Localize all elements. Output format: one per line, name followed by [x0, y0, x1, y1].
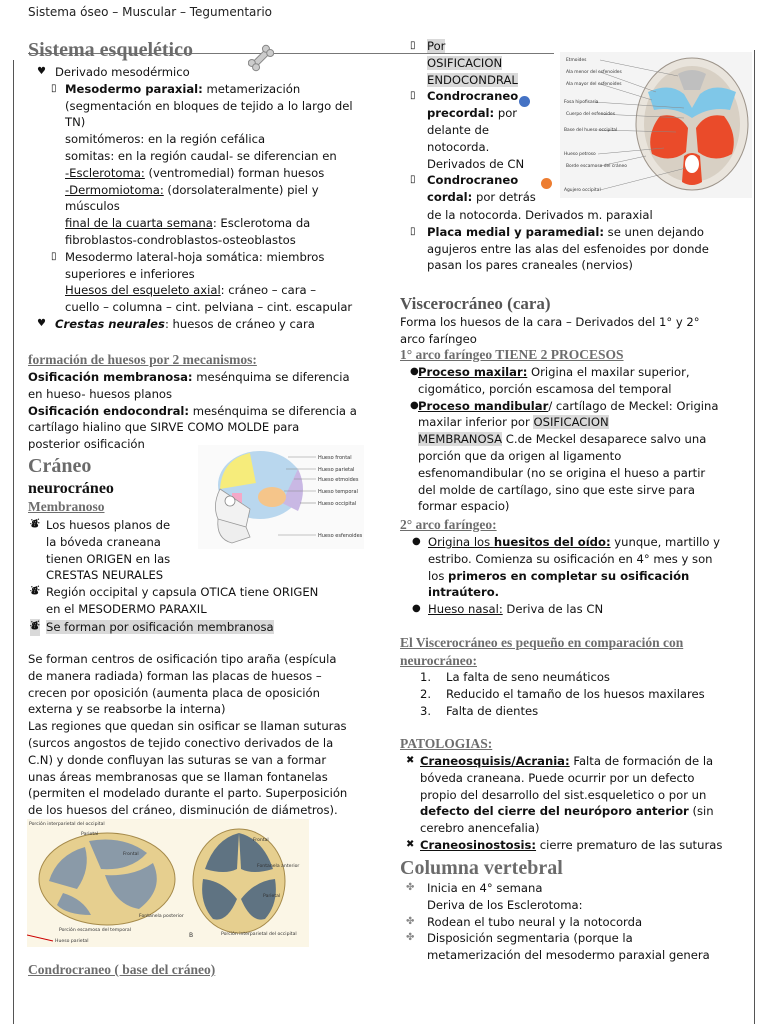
text-precordal: precordal: por	[427, 106, 518, 121]
text-line: músculos	[65, 199, 120, 214]
heading-columna-vertebral: Columna vertebral	[400, 857, 563, 879]
item-inicia: ✤ Inicia en 4° semana	[406, 881, 543, 895]
text-line: cuello – columna – cint. pelviana – cint. escapular	[65, 300, 353, 315]
item-mesodermo-paraxial: ▯ Mesodermo paraxial: metamerización	[51, 81, 301, 96]
label-fosa-hipofisaria: Fosa hipofisaria	[564, 100, 599, 105]
orange-dot-icon	[541, 178, 552, 189]
label-fontanela-anterior: Fontanela anterior	[257, 864, 300, 869]
text-line: unas áreas membranosas que se llaman fontanelas	[28, 769, 328, 784]
label-frontal-b: Frontal	[253, 838, 269, 843]
text-line: externa y se reabsorbe la interna)	[28, 702, 226, 717]
label-etmoides: Hueso etmoides	[318, 477, 359, 483]
heading-neurocraneo: neurocráneo	[28, 480, 114, 497]
label-etmoides: Etmoides	[566, 58, 587, 63]
label-ala-mayor: Ala mayor del esfenoides	[566, 82, 622, 87]
label-parietal-b: Parietal	[263, 894, 281, 899]
heading-arco2: 2° arco faríngeo:	[400, 517, 497, 532]
text-line: Derivados de CN	[427, 156, 525, 171]
label-temporal: Hueso temporal	[318, 489, 358, 495]
text-line: cerebro anencefalia)	[420, 821, 540, 836]
heading-condrocraneo: Condrocraneo ( base del cráneo)	[28, 962, 216, 977]
item-rodean: ✤ Rodean el tubo neural y la notocorda	[406, 914, 643, 929]
text-line: agujeros entre las alas del esfenoides por donde	[427, 241, 709, 256]
label-borde-escamoso: Borde escamoso del cráneo	[566, 164, 627, 169]
label-interparietal-b: Porción interparietal del occipital	[221, 932, 297, 937]
label-parietal: Hueso parietal	[318, 467, 355, 473]
item-huesitos-oido: ● Origina los huesitos del oído: yunque, martillo y	[412, 535, 721, 549]
text-line: posterior osificación	[28, 437, 145, 452]
text-highlight: ENDOCONDRAL	[427, 72, 518, 87]
label-fontanela-posterior: Fontanela posterior	[139, 914, 184, 919]
heading-viscero-pequeno: El Viscerocráneo es pequeño en comparación con neurocráneo:	[400, 635, 684, 668]
label-letter-b: B	[189, 932, 194, 939]
text-osif-membranosa: Osificación membranosa: mesénquima se diferencia	[28, 370, 350, 384]
text-primeros: los primeros en completar su osificación	[428, 568, 690, 583]
text-line: delante de	[427, 122, 490, 137]
text-esclerotoma: -Esclerotoma: (ventromedial) forman huesos	[65, 165, 325, 180]
text-line: somitas: en la región caudal- se diferencian en	[65, 148, 337, 163]
item-proceso-mandibular: ● Proceso mandibular/ cartílago de Meckel: Origina	[410, 398, 719, 413]
text-maxilar-inferior: maxilar inferior por OSIFICACION	[418, 415, 609, 430]
label-ala-menor: Ala menor del esfenoides	[566, 70, 622, 75]
text-line: estribo. Comienza su osificación en 4° mes y son	[428, 551, 713, 566]
label-escamosa: Porción escamosa del temporal	[59, 928, 131, 933]
text-membranosa: MEMBRANOSA C.de Meckel desaparece salvo una	[418, 432, 707, 447]
text-line: en hueso- huesos planos	[28, 386, 173, 401]
label-parietal-a: Parietal	[81, 832, 99, 837]
text-defecto: defecto del cierre del neuróporo anterior (sin	[420, 804, 714, 819]
text-line: somitómeros: en la región cefálica	[65, 132, 266, 147]
heading-membranoso: Membranoso	[28, 499, 105, 514]
text-line: arco faríngeo	[400, 331, 477, 346]
label-occipital: Hueso occipital	[318, 501, 357, 507]
item-placa-medial: ▯ Placa medial y paramedial: se unen dejando	[410, 224, 705, 239]
text-highlight: OSIFICACION	[427, 55, 503, 70]
text-line: la bóveda craneana	[46, 534, 161, 549]
label-base-occipital: Base del hueso occipital	[564, 128, 618, 133]
text-line: bóveda craneana. Puede ocurrir por un defecto	[420, 770, 695, 785]
text-line: (surcos angostos de tejido conectivo derivados de la	[28, 735, 334, 750]
text-line: notocorda.	[427, 139, 490, 154]
item-osificacion-endocondral: ▯ Por	[410, 39, 446, 53]
item-hueso-nasal: ● Hueso nasal: Deriva de las CN	[412, 602, 604, 617]
page-header: Sistema óseo – Muscular – Tegumentario	[28, 5, 273, 19]
fontanelas-figure	[27, 819, 309, 947]
text-line: de manera radiada) forman las placas de huesos –	[28, 668, 322, 683]
skull-lateral-figure	[198, 445, 364, 549]
text-line: pasan los pares craneales (nervios)	[427, 258, 633, 273]
text-line: superiores e inferiores	[65, 266, 195, 281]
text-dermomiotoma: -Dermomiotoma: (dorsolateralmente) piel y	[65, 182, 319, 197]
label-frontal-a: Frontal	[123, 852, 139, 857]
text-line: de la notocorda. Derivados m. paraxial	[427, 208, 653, 222]
text-line: tienen ORIGEN en las	[46, 551, 171, 566]
heading-formacion: formación de huesos por 2 mecanismos:	[28, 352, 257, 367]
label-agujero-occipital: Agujero occipital	[564, 188, 601, 193]
heading-viscerocraneo: Viscerocráneo (cara)	[400, 294, 551, 313]
text-line: en el MESODERMO PARAXIL	[46, 601, 207, 616]
title-sistema-esqueletico: Sistema esquelético	[28, 39, 193, 61]
skull-base-figure	[560, 52, 752, 198]
text-line: formar espacio)	[418, 499, 510, 514]
item-disposicion: ✤ Disposición segmentaria (porque la	[406, 931, 633, 946]
list-item-1: 1. La falta de seno neumáticos	[420, 670, 610, 684]
bullet-crestas: ♥ Crestas neurales: huesos de cráneo y cara	[37, 316, 315, 331]
label-frontal: Hueso frontal	[318, 455, 352, 461]
text-line: cartílago hialino que SIRVE COMO MOLDE para	[28, 420, 300, 435]
text-line: (permiten el modelado durante el parto. Superposición	[28, 786, 348, 801]
heading-craneo: Cráneo	[28, 455, 92, 477]
text-cordal: cordal: por detrás	[427, 190, 536, 205]
text-osif-endocondral: Osificación endocondral: mesénquima se diferencia a	[28, 403, 357, 418]
text-line: TN)	[65, 115, 86, 130]
label-hueso-parietal: Hueso parietal	[55, 939, 89, 944]
text-line: cigomático, porción escamosa del temporal	[418, 381, 672, 396]
blue-dot-icon	[519, 96, 530, 107]
label-interparietal-a: Porción interparietal del occipital	[29, 822, 105, 827]
item-mesodermo-lateral: ▯ Mesodermo lateral-hoja somática: miembros	[51, 249, 325, 264]
text-line: porción que da origen al ligamento	[418, 448, 622, 463]
item-craneosinostosis: ✖ Craneosinostosis: cierre prematuro de las suturas	[406, 837, 723, 852]
item-region-occipital: ⛇ Región occipital y capsula OTICA tiene ORIGEN	[30, 585, 319, 600]
list-item-3: 3. Falta de dientes	[420, 703, 539, 718]
text-line: propio del desarrollo del sist.esqueletico o por un	[420, 787, 707, 802]
text-line: del molde de cartílago, sino que este sirve para	[418, 482, 696, 497]
text-axial: Huesos del esqueleto axial: cráneo – cara –	[65, 283, 317, 298]
label-esfenoides: Hueso esfenoides	[318, 533, 363, 539]
text-line: metamerización del mesodermo paraxial genera	[427, 948, 710, 963]
item-huesos-planos: ⛇ Los huesos planos de	[30, 518, 171, 532]
text-line: C.N) y donde confluyan las suturas se van a formar	[28, 752, 327, 767]
text-line: fibroblastos-condroblastos-osteoblastos	[65, 232, 296, 247]
text-line: Se forman centros de osificación tipo araña (espícula	[28, 652, 337, 666]
text-line: esfenomandibular (no se origina el hueso a partir	[418, 465, 706, 480]
item-condro-precordal: ▯ Condrocraneo	[410, 89, 519, 104]
text-line: Deriva de los Esclerotoma:	[427, 897, 583, 912]
left-border	[13, 60, 14, 1024]
text-final: final de la cuarta semana: Esclerotoma da	[65, 216, 311, 231]
text-line: crecen por oposición (aumenta placa de oposición	[28, 685, 320, 700]
text-line: de los huesos del cráneo, disminución de diámetros).	[28, 803, 338, 818]
item-osif-membranosa: ⛇ Se forman por osificación membranosa	[30, 619, 274, 634]
list-item-2: 2. Reducido el tamaño de los huesos maxilares	[420, 686, 705, 701]
text-line: Las regiones que quedan sin osificar se llaman suturas	[28, 719, 347, 734]
item-craneosquisis: ✖ Craneosquisis/Acrania: Falta de formación de la	[406, 754, 714, 768]
text-line: Forma los huesos de la cara – Derivados del 1° y 2°	[400, 315, 700, 329]
label-cuerpo-esfenoides: Cuerpo del esfenoides	[566, 112, 616, 117]
label-hueso-petroso: Hueso petroso	[564, 152, 596, 157]
item-condro-cordal: ▯ Condrocraneo	[410, 173, 519, 188]
heading-arco1: 1° arco faríngeo TIENE 2 PROCESOS	[400, 347, 624, 362]
text-line: (segmentación en bloques de tejido a lo largo del	[65, 98, 353, 113]
item-proceso-maxilar: ● Proceso maxilar: Origina el maxilar superior,	[410, 365, 690, 379]
bullet-derivado: ♥ Derivado mesodérmico	[37, 65, 190, 79]
text-line: intraútero.	[428, 585, 500, 600]
heading-patologias: PATOLOGIAS:	[400, 736, 493, 751]
text-line: CRESTAS NEURALES	[46, 568, 164, 583]
